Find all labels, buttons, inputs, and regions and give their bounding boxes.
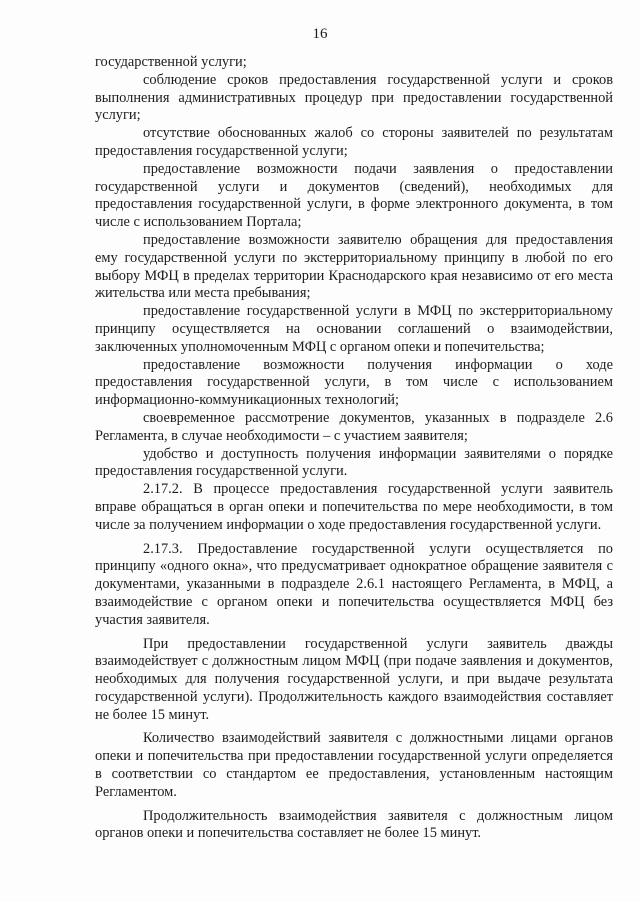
paragraph-criterion-mfc-agreements: предоставление государственной услуги в МФЦ по экстерриториальному принципу осуществляется на основании соглашений о взаимодействии, заключенных уполномоченным МФЦ с органом опеки и попечительства; [95, 303, 613, 355]
paragraph-criterion-complaints: отсутствие обоснованных жалоб со стороны заявителей по результатам предоставления государственной услуги; [95, 125, 613, 159]
paragraph-criterion-extraterritorial: предоставление возможности заявителю обращения для предоставления ему государственной услуги по экстерриториальному принципу в любой по его выбору МФЦ в пределах территории Краснодарского края независимо от его места жительства или места пребывания; [95, 231, 613, 302]
paragraph-guardianship-interactions-count: Количество взаимодействий заявителя с должностными лицами органов опеки и попечительства при предоставлении государственной услуги определяется в соответствии со стандартом ее предоставления, установленным настоящим Регламентом. [95, 730, 613, 800]
paragraph-continuation: государственной услуги; [95, 54, 247, 70]
paragraph-criterion-progress-info: предоставление возможности получения информации о ходе предоставления государственной услуги, в том числе с использованием информационно-коммуникационных технологий; [95, 356, 613, 409]
paragraph-2-17-3: 2.17.3. Предоставление государственной услуги осуществляется по принципу «одного окна», что предусматривает однократное обращение заявителя с документами, указанными в подразделе 2.6.1 настоящего Регламента, в МФЦ, а взаимодействие с органом опеки и попечительства осуществляется МФЦ без участия заявителя. [95, 540, 613, 628]
paragraph-guardianship-interaction-duration: Продолжительность взаимодействия заявителя с должностным лицом органов опеки и попечительства составляет не более 15 минут. [95, 807, 613, 842]
paragraph-2-17-2: 2.17.2. В процессе предоставления государственной услуги заявитель вправе обращаться в орган опеки и попечительства по мере необходимости, в том числе за получением информации о ходе предоставления государственной услуги. [95, 481, 613, 533]
document-body [95, 54, 613, 843]
paragraph-criterion-timely-review: своевременное рассмотрение документов, указанных в подразделе 2.6 Регламента, в случае необходимости – с участием заявителя; [95, 409, 613, 444]
page-number: 16 [312, 26, 328, 42]
paragraph-criterion-accessibility: удобство и доступность получения информации заявителями о порядке предоставления государственной услуги. [95, 445, 613, 480]
paragraph-criterion-deadlines: соблюдение сроков предоставления государственной услуги и сроков выполнения административных процедур при предоставлении государственной услуги; [95, 71, 613, 124]
paragraph-mfc-interactions: При предоставлении государственной услуги заявитель дважды взаимодействует с должностным лицом МФЦ (при подаче заявления и документов, необходимых для получения государственной услуги, и при выдаче результата государственной услуги). Продолжительность каждого взаимодействия составляет не более 15 минут. [95, 635, 613, 723]
paragraph-criterion-electronic-submission: предоставление возможности подачи заявления о предоставлении государственной услуги и документов (сведений), необходимых для предоставления государственной услуги, в форме электронного документа, в том числе с использованием Портала; [95, 160, 613, 231]
